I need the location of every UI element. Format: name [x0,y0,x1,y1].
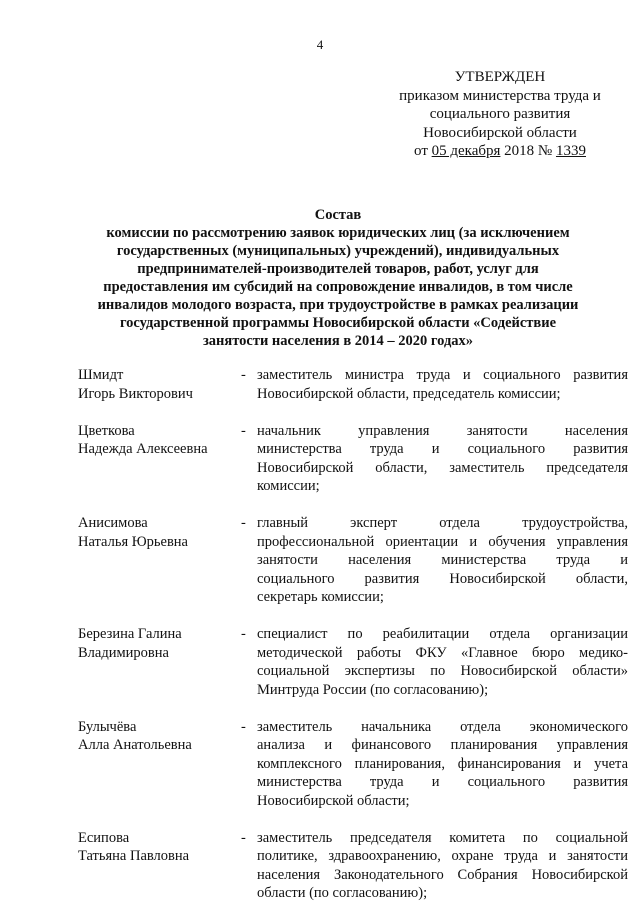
role-line: Новосибирской области; [257,792,410,809]
role-line: Новосибирской области, заместитель председателя [257,459,628,476]
member-role [257,514,628,607]
member-dash: - [241,829,246,846]
members-list [78,366,628,921]
member-name [78,625,238,662]
member-surname: Цветкова [78,422,135,439]
title-line-8: занятости населения в 2014 – 2020 годах» [202,333,474,349]
member-surname: Шмидт [78,367,124,383]
member-row [78,829,628,903]
role-line: комплексного планирования, финансирования и учета [257,755,628,772]
member-name [78,514,238,551]
member-surname: Березина Галина [78,626,182,642]
page-number: 4 [316,37,324,52]
approval-line-3: Новосибирской области [423,124,577,141]
member-name [78,829,238,866]
member-surname: Анисимова [78,515,148,531]
member-row [78,514,628,607]
member-given-name: Татьяна Павловна [78,848,190,864]
role-line: заместитель министра труда и социального развития [257,367,628,383]
member-row [78,422,628,496]
member-row [78,366,628,403]
approval-year: 2018 № [500,143,556,159]
role-line: политике, здравоохранению, охране труда и занятости [257,848,628,864]
member-dash: - [241,367,246,383]
member-name [78,366,238,403]
role-line: заместитель председателя комитета по социальной [257,829,628,846]
role-line: области (по согласованию); [257,885,428,901]
member-role [257,366,628,403]
role-line: профессиональной ориентации и обучения управления [257,533,628,550]
member-name [78,718,238,755]
member-role [257,829,628,903]
member-role [257,718,628,811]
role-line: министерства труда и социального развития [257,774,628,790]
title-line-2: комиссии по рассмотрению заявок юридических лиц (за исключением [106,225,570,241]
member-role [257,422,628,496]
role-line: социальной экспертизы по Новосибирской области» [257,663,628,679]
approval-heading: УТВЕРЖДЕН [454,69,546,85]
member-given-name: Наталья Юрьевна [78,533,188,550]
role-line: министерства труда и социального развития [257,441,628,457]
title-line-6: инвалидов молодого возраста, при трудоустройстве в рамках реализации [97,297,579,313]
document-title [68,206,608,350]
approval-number: 1339 [555,143,586,159]
role-line: секретарь комиссии; [257,589,384,605]
member-given-name: Алла Анатольевна [78,737,192,753]
title-line-4: предпринимателей-производителей товаров, работ, услуг для [137,261,539,277]
role-line: населения Законодательного Собрания Новосибирской [257,866,628,883]
role-line: Новосибирской области, председатель комиссии; [257,385,561,402]
title-line-7: государственной программы Новосибирской области «Содействие [119,315,557,331]
role-line: заместитель начальника отдела экономического [257,718,628,735]
role-line: начальник управления занятости населения [257,422,628,439]
role-line: методической работы ФКУ «Главное бюро медико- [257,644,628,661]
member-name [78,422,238,459]
approval-date: 05 декабря [431,143,501,159]
member-dash: - [241,718,246,735]
approval-date-line [380,142,620,161]
member-row [78,625,628,699]
title-line-3: государственных (муниципальных) учреждений), индивидуальных [116,243,560,259]
approval-line-1: приказом министерства труда и [399,87,601,104]
role-line: комиссии; [257,478,320,494]
title-line-5: предоставления им субсидий на сопровождение инвалидов, в том числе [103,279,573,295]
member-role [257,625,628,699]
member-given-name: Игорь Викторович [78,385,193,402]
approval-line-2: социального развития [429,106,571,122]
role-line: социального развития Новосибирской области, [257,570,628,587]
member-dash: - [241,626,246,642]
role-line: специалист по реабилитации отдела организации [257,626,628,642]
member-dash: - [241,422,246,439]
approval-date-prefix: от [414,143,432,159]
role-line: занятости населения министерства труда и [257,552,628,568]
member-surname: Есипова [78,829,130,846]
role-line: главный эксперт отдела трудоустройства, [257,515,628,531]
member-surname: Булычёва [78,718,137,735]
role-line: анализа и финансового планирования управления [257,737,628,753]
member-given-name: Надежда Алексеевна [78,441,208,457]
approval-block [380,68,620,161]
member-given-name: Владимировна [78,644,169,661]
role-line: Минтруда России (по согласованию); [257,681,489,698]
member-dash: - [241,515,246,531]
title-line-1: Состав [314,207,362,223]
member-row [78,718,628,811]
